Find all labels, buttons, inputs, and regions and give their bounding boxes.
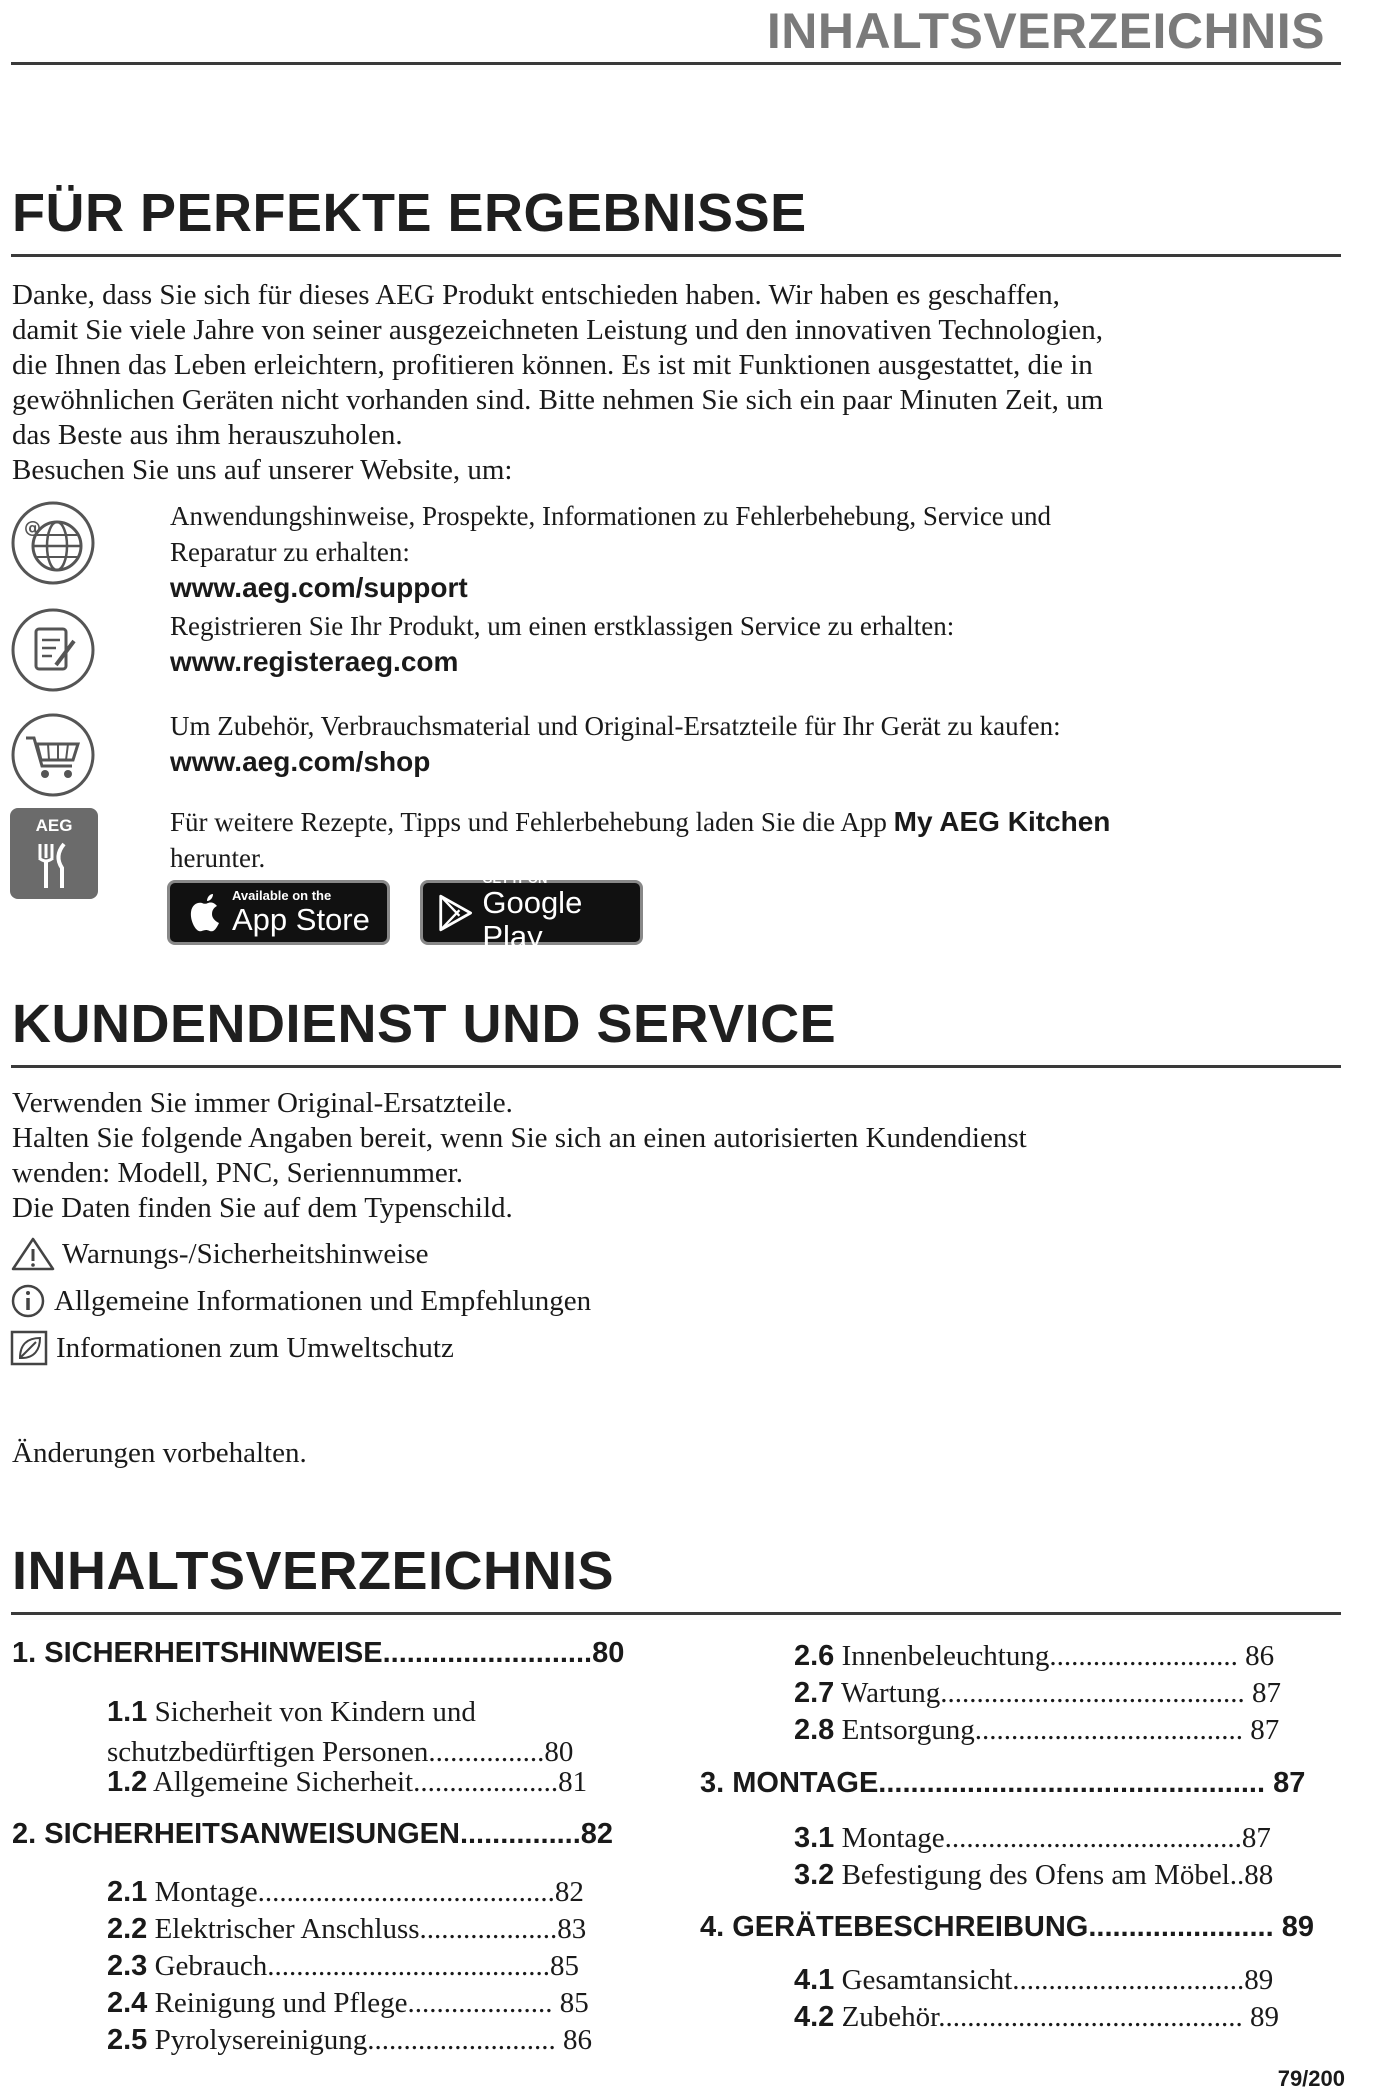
intro-line: gewöhnlichen Geräten nicht vorhanden sind. Bitte nehmen Sie sich ein paar Minuten Zeit, um — [12, 384, 1104, 416]
service-line: Halten Sie folgende Angaben bereit, wenn Sie sich an einen autorisierten Kundendienst — [12, 1122, 1027, 1154]
google-play-big-text: Google Play — [482, 884, 583, 954]
toc-item-text: Entsorgung..................................... 87 — [834, 1714, 1280, 1746]
warning-icon — [10, 1236, 56, 1272]
app-store-big-text: App Store — [232, 901, 370, 937]
register-text: Registrieren Sie Ihr Produkt, um einen erstklassigen Service zu erhalten: — [170, 611, 955, 641]
toc-item-number: 2.6 — [794, 1640, 835, 1672]
toc-chapter-3-items — [794, 1820, 1273, 1894]
toc-item-text: Wartung.......................................... 87 — [834, 1677, 1281, 1709]
shop-text: Um Zubehör, Verbrauchsmaterial und Original-Ersatzteile für Ihr Gerät zu kaufen: — [170, 711, 1061, 741]
support-url-link[interactable]: www.aeg.com/support — [170, 572, 468, 603]
intro-paragraph — [12, 278, 1212, 488]
toc-item-2-1[interactable] — [107, 1874, 592, 1911]
toc-item-text: Sicherheit von Kindern und — [147, 1696, 476, 1728]
toc-item-2-5[interactable] — [107, 2022, 592, 2059]
legend-info-text: Allgemeine Informationen und Empfehlungen — [54, 1285, 592, 1317]
toc-item-text: Innenbeleuchtung.......................... 86 — [834, 1640, 1275, 1672]
toc-item-text: Montage.........................................87 — [834, 1822, 1271, 1854]
toc-item-2-3[interactable] — [107, 1948, 592, 1985]
globe-icon — [10, 500, 96, 586]
toc-chapter-2[interactable]: 2. SICHERHEITSANWEISUNGEN...............82 — [12, 1818, 614, 1850]
toc-chapter-1[interactable]: 1. SICHERHEITSHINWEISE..........................80 — [12, 1637, 625, 1669]
legend-warning-text: Warnungs-/Sicherheitshinweise — [62, 1238, 429, 1270]
google-play-small-text: GET IT ON — [482, 870, 548, 886]
shop-row — [170, 708, 1300, 780]
service-line: Verwenden Sie immer Original-Ersatzteile. — [12, 1087, 513, 1119]
app-row — [170, 804, 1300, 876]
toc-item-number: 2.1 — [107, 1876, 148, 1908]
google-play-icon — [437, 892, 474, 934]
toc-item-1-2[interactable] — [107, 1766, 587, 1799]
toc-item-text: Reinigung und Pflege.................... 85 — [147, 1987, 589, 2019]
app-store-button[interactable] — [167, 880, 390, 945]
toc-item-2-7[interactable] — [794, 1675, 1281, 1712]
toc-item-text: Befestigung des Ofens am Möbel..88 — [834, 1859, 1274, 1891]
toc-item-number: 2.5 — [107, 2024, 148, 2056]
toc-item-number: 1.1 — [107, 1696, 148, 1728]
service-line: wenden: Modell, PNC, Seriennummer. — [12, 1157, 464, 1189]
toc-chapter-4[interactable]: 4. GERÄTEBESCHREIBUNG....................... 89 — [700, 1911, 1314, 1943]
info-icon — [10, 1283, 48, 1319]
toc-item-number: 2.3 — [107, 1950, 148, 1982]
service-paragraph — [12, 1086, 1212, 1226]
toc-item-text: Elektrischer Anschluss...................83 — [147, 1913, 587, 1945]
section-title-perfekte-ergebnisse: FÜR PERFEKTE ERGEBNISSE — [12, 183, 807, 243]
section-rule — [11, 1612, 1341, 1615]
toc-item-1-1[interactable] — [107, 1692, 573, 1772]
toc-item-2-8[interactable] — [794, 1712, 1281, 1749]
toc-item-3-2[interactable] — [794, 1857, 1273, 1894]
aeg-logo-text: AEG — [35, 816, 73, 835]
intro-line: die Ihnen das Leben erleichtern, profitieren können. Es ist mit Funktionen ausgestattet, die in — [12, 349, 1093, 381]
legend-warning — [10, 1236, 429, 1272]
app-name: My AEG Kitchen — [893, 806, 1111, 837]
toc-item-3-1[interactable] — [794, 1820, 1273, 1857]
toc-item-text: Gebrauch.......................................85 — [147, 1950, 580, 1982]
section-title-kundendienst: KUNDENDIENST UND SERVICE — [12, 994, 837, 1054]
app-store-small-text: Available on the — [232, 887, 332, 903]
toc-item-text: schutzbedürftigen Personen................80 — [107, 1736, 574, 1768]
toc-item-number: 2.2 — [107, 1913, 148, 1945]
shopping-cart-icon — [10, 712, 96, 798]
toc-item-number: 3.1 — [794, 1822, 835, 1854]
toc-item-2-6[interactable] — [794, 1638, 1281, 1675]
legend-info — [10, 1283, 591, 1319]
intro-line: Danke, dass Sie sich für dieses AEG Produkt entschieden haben. Wir haben es geschaffen, — [12, 279, 1060, 311]
toc-item-number: 4.2 — [794, 2001, 835, 2033]
section-rule — [11, 254, 1341, 257]
toc-item-number: 2.4 — [107, 1987, 148, 2019]
register-document-icon — [10, 607, 96, 693]
app-text: Für weitere Rezepte, Tipps und Fehlerbehebung laden Sie die App — [170, 807, 894, 837]
toc-chapter-2-items-cont — [794, 1638, 1281, 1749]
service-line: Die Daten finden Sie auf dem Typenschild. — [12, 1192, 513, 1224]
aeg-app-logo — [10, 808, 98, 899]
legend-environment-text: Informationen zum Umweltschutz — [56, 1332, 454, 1364]
toc-item-2-4[interactable] — [107, 1985, 592, 2022]
svg-text:@: @ — [24, 518, 41, 538]
leaf-icon — [10, 1330, 50, 1366]
toc-item-4-1[interactable] — [794, 1962, 1279, 1999]
page-number: 79/200 — [1277, 2066, 1345, 2091]
toc-item-text: Montage.........................................82 — [147, 1876, 584, 1908]
google-play-button[interactable] — [420, 870, 643, 954]
toc-item-number: 1.2 — [107, 1766, 148, 1798]
toc-chapter-2-items — [107, 1874, 592, 2059]
toc-item-number: 3.2 — [794, 1859, 835, 1891]
apple-icon — [186, 892, 222, 934]
register-row — [170, 608, 1300, 680]
cutlery-icon — [32, 842, 76, 890]
support-row — [170, 498, 1300, 606]
register-url-link[interactable]: www.registeraeg.com — [170, 646, 459, 677]
toc-item-text: Gesamtansicht................................89 — [834, 1964, 1274, 1996]
intro-line: Besuchen Sie uns auf unserer Website, um: — [12, 454, 513, 486]
toc-item-4-2[interactable] — [794, 1999, 1279, 2036]
support-text-line: Anwendungshinweise, Prospekte, Informationen zu Fehlerbehebung, Service und — [170, 501, 1052, 531]
running-header: INHALTSVERZEICHNIS — [766, 3, 1325, 59]
toc-title: INHALTSVERZEICHNIS — [12, 1541, 615, 1601]
intro-line: damit Sie viele Jahre von seiner ausgezeichneten Leistung und den innovativen Technologien, — [12, 314, 1104, 346]
support-text-line: Reparatur zu erhalten: — [170, 537, 410, 567]
toc-item-2-2[interactable] — [107, 1911, 592, 1948]
toc-item-text: Allgemeine Sicherheit....................81 — [147, 1766, 588, 1798]
changes-note: Änderungen vorbehalten. — [12, 1437, 307, 1469]
toc-item-number: 2.7 — [794, 1677, 835, 1709]
app-text-end: herunter. — [170, 843, 266, 873]
shop-url-link[interactable]: www.aeg.com/shop — [170, 746, 431, 777]
toc-chapter-3[interactable]: 3. MONTAGE................................................ 87 — [700, 1767, 1306, 1799]
toc-chapter-4-items — [794, 1962, 1279, 2036]
toc-item-text: Zubehör.......................................... 89 — [834, 2001, 1279, 2033]
legend-environment — [10, 1330, 454, 1366]
section-rule — [11, 1065, 1341, 1068]
toc-item-number: 4.1 — [794, 1964, 835, 1996]
header-rule — [11, 62, 1341, 65]
intro-line: das Beste aus ihm herauszuholen. — [12, 419, 403, 451]
toc-item-text: Pyrolysereinigung.......................... 86 — [147, 2024, 592, 2056]
toc-item-number: 2.8 — [794, 1714, 835, 1746]
